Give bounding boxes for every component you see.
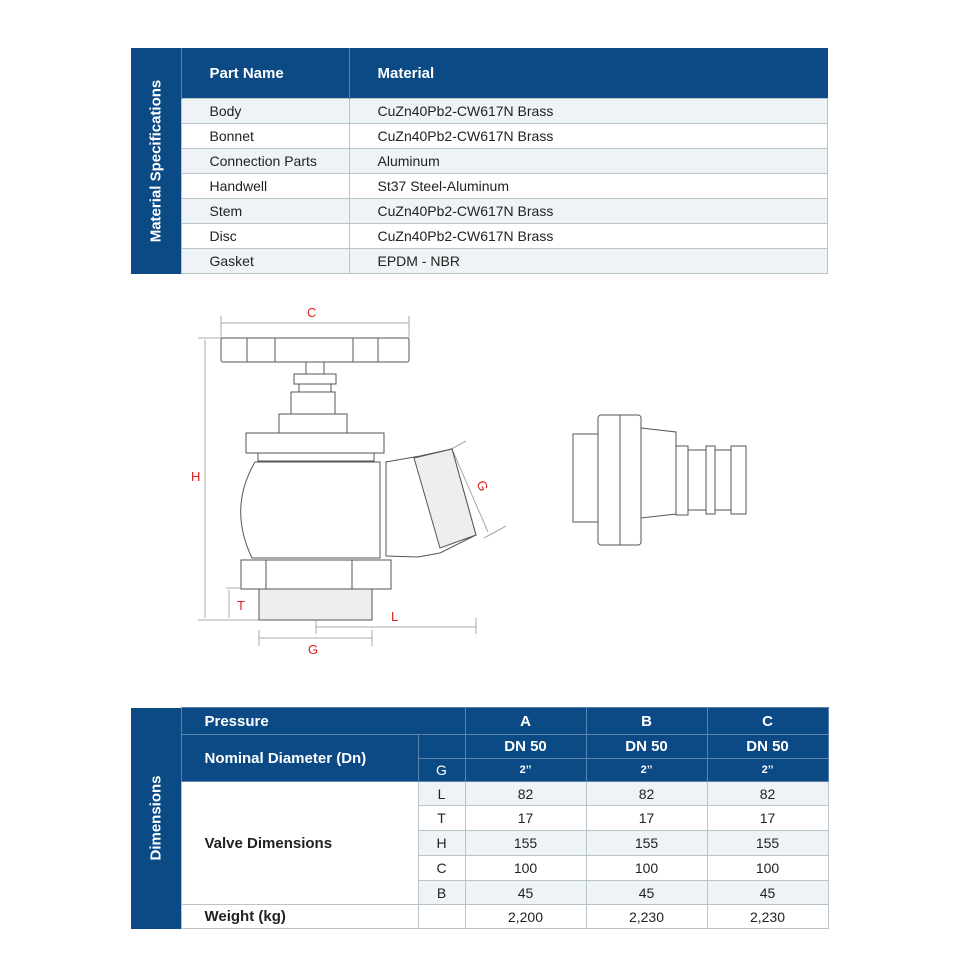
weight-value: 2,200 — [465, 905, 586, 929]
header-part-name: Part Name — [181, 48, 349, 99]
dn-value: DN 50 — [586, 735, 707, 759]
dim-value: 82 — [586, 782, 707, 806]
dim-key: H — [418, 831, 465, 856]
dim-label-g-side: G — [473, 478, 492, 494]
g-value: 2’’ — [465, 759, 586, 782]
material: Aluminum — [349, 149, 828, 174]
part-name: Handwell — [181, 174, 349, 199]
dimensions-table — [131, 707, 829, 929]
pressure-label: Pressure — [181, 708, 418, 735]
dim-value: 155 — [707, 831, 828, 856]
dim-value: 100 — [465, 856, 586, 881]
dim-value: 82 — [465, 782, 586, 806]
valve-side-view — [573, 415, 746, 545]
section-label — [131, 708, 181, 929]
dim-value: 17 — [707, 806, 828, 831]
weight-label: Weight (kg) — [181, 905, 418, 929]
dim-key: C — [418, 856, 465, 881]
table-row — [131, 905, 828, 929]
pressure-col-c: C — [707, 708, 828, 735]
material: EPDM - NBR — [349, 249, 828, 274]
part-name: Connection Parts — [181, 149, 349, 174]
dim-label-h: H — [191, 469, 201, 484]
dim-value: 155 — [465, 831, 586, 856]
dim-key: B — [418, 881, 465, 905]
dim-value: 45 — [465, 881, 586, 905]
part-name: Body — [181, 99, 349, 124]
header-material: Material — [349, 48, 828, 99]
valve-front-view — [221, 338, 476, 620]
material: CuZn40Pb2-CW617N Brass — [349, 199, 828, 224]
g-value: 2’’ — [586, 759, 707, 782]
dim-value: 45 — [707, 881, 828, 905]
pressure-col-a: A — [465, 708, 586, 735]
dim-value: 100 — [586, 856, 707, 881]
dim-label-c: C — [307, 305, 317, 320]
dim-value: 155 — [586, 831, 707, 856]
dim-value: 17 — [465, 806, 586, 831]
table-row — [131, 782, 828, 806]
dim-key: L — [418, 782, 465, 806]
dim-label-l: L — [391, 609, 399, 624]
dim-label-g-bottom: G — [308, 642, 319, 657]
dim-value: 100 — [707, 856, 828, 881]
material: CuZn40Pb2-CW617N Brass — [349, 124, 828, 149]
dim-value: 82 — [707, 782, 828, 806]
part-name: Stem — [181, 199, 349, 224]
dim-key: T — [418, 806, 465, 831]
weight-value: 2,230 — [707, 905, 828, 929]
part-name: Disc — [181, 224, 349, 249]
section-title: Dimensions — [147, 775, 165, 861]
material: St37 Steel-Aluminum — [349, 174, 828, 199]
valve-dimensions-label: Valve Dimensions — [181, 782, 418, 905]
material: CuZn40Pb2-CW617N Brass — [349, 99, 828, 124]
section-title: Material Specifications — [147, 79, 165, 243]
dim-label-t: T — [237, 598, 245, 613]
g-label: G — [418, 759, 465, 782]
nominal-diameter-label: Nominal Diameter (Dn) — [181, 735, 418, 782]
dim-value: 45 — [586, 881, 707, 905]
weight-value: 2,230 — [586, 905, 707, 929]
pressure-col-b: B — [586, 708, 707, 735]
part-name: Gasket — [181, 249, 349, 274]
g-value: 2’’ — [707, 759, 828, 782]
material: CuZn40Pb2-CW617N Brass — [349, 224, 828, 249]
part-name: Bonnet — [181, 124, 349, 149]
dn-value: DN 50 — [707, 735, 828, 759]
dn-value: DN 50 — [465, 735, 586, 759]
dim-value: 17 — [586, 806, 707, 831]
